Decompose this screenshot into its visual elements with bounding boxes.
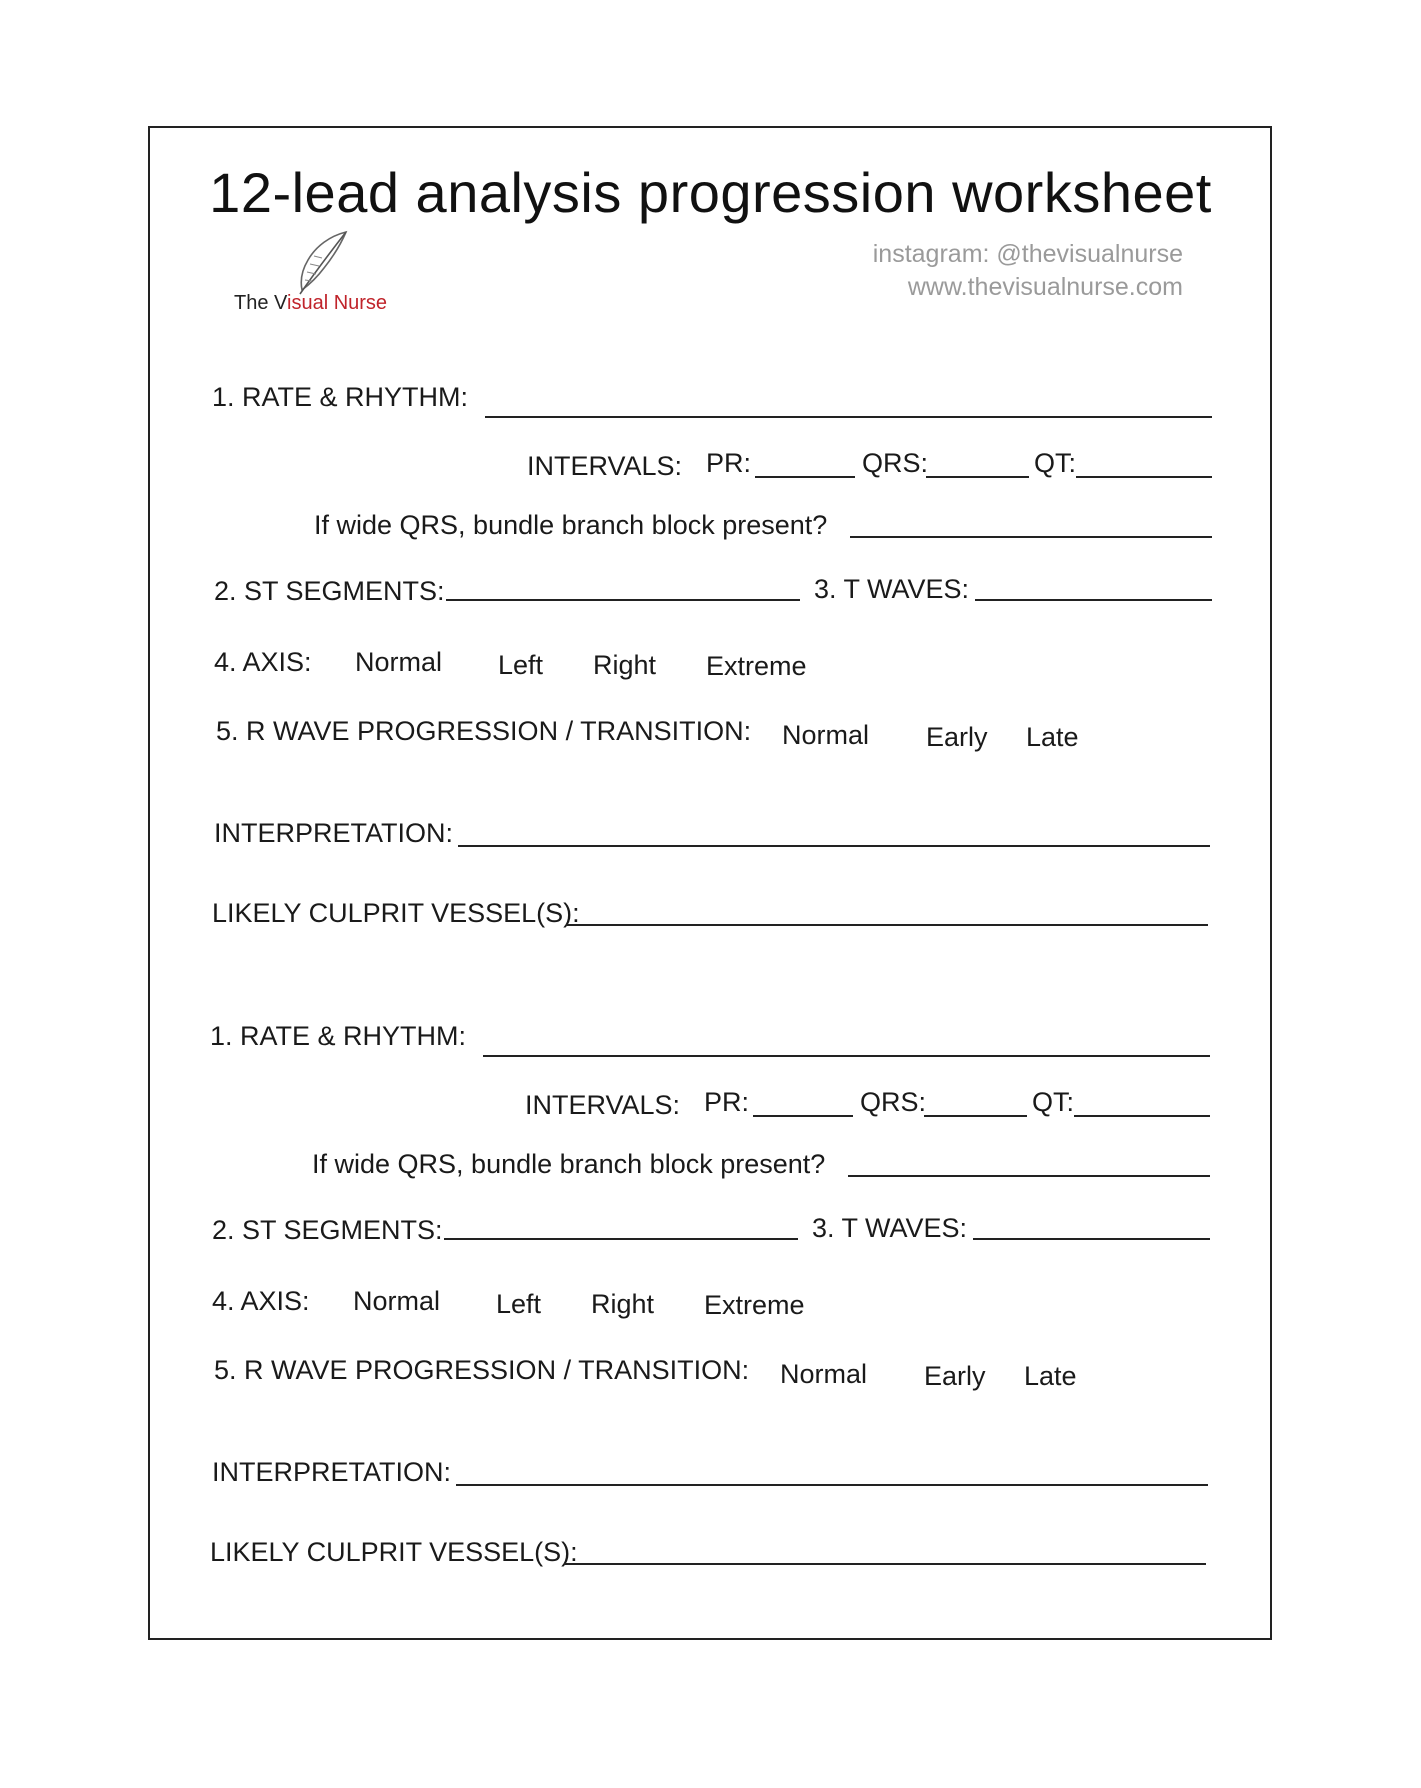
axis-option-extreme[interactable]: Extreme	[704, 1290, 805, 1320]
interpretation-field[interactable]	[458, 845, 1210, 847]
qt-label: QT:	[1034, 448, 1077, 478]
qrs-field[interactable]	[924, 1115, 1027, 1117]
page-title: 12-lead analysis progression worksheet	[209, 161, 1212, 224]
social-links	[873, 238, 1183, 304]
pr-field[interactable]	[755, 476, 855, 478]
intervals-label: INTERVALS:	[525, 1090, 681, 1120]
rate-rhythm-field[interactable]	[485, 416, 1212, 418]
t-waves-field[interactable]	[973, 1238, 1210, 1240]
axis-label: 4. AXIS:	[212, 1286, 310, 1316]
bbb-field[interactable]	[848, 1175, 1210, 1177]
r-wave-option-normal[interactable]: Normal	[780, 1359, 868, 1389]
intervals-label: INTERVALS:	[527, 451, 683, 481]
t-waves-field[interactable]	[975, 599, 1212, 601]
rate-rhythm-label: 1. RATE & RHYTHM:	[210, 1021, 467, 1051]
instagram-handle[interactable]: instagram: @thevisualnurse	[872, 240, 1183, 268]
worksheet-border	[148, 126, 1272, 1640]
axis-option-normal[interactable]: Normal	[353, 1286, 441, 1316]
r-wave-option-early[interactable]: Early	[924, 1361, 986, 1391]
r-wave-option-early[interactable]: Early	[926, 722, 988, 752]
st-segments-field[interactable]	[444, 1238, 798, 1240]
brand-logo	[234, 230, 404, 320]
axis-option-right[interactable]: Right	[591, 1289, 655, 1319]
pr-label: PR:	[706, 448, 752, 478]
qrs-label: QRS:	[862, 448, 929, 478]
interpretation-field[interactable]	[456, 1484, 1208, 1486]
feather-quill-icon	[280, 230, 352, 296]
st-segments-label: 2. ST SEGMENTS:	[212, 1215, 443, 1245]
qrs-label: QRS:	[860, 1087, 927, 1117]
qrs-field[interactable]	[926, 476, 1029, 478]
r-wave-label: 5. R WAVE PROGRESSION / TRANSITION:	[216, 716, 752, 746]
axis-option-normal[interactable]: Normal	[355, 647, 443, 677]
culprit-vessel-field[interactable]	[564, 1563, 1206, 1565]
rate-rhythm-field[interactable]	[483, 1055, 1210, 1057]
pr-field[interactable]	[753, 1115, 853, 1117]
r-wave-label: 5. R WAVE PROGRESSION / TRANSITION:	[214, 1355, 750, 1385]
t-waves-label: 3. T WAVES:	[814, 574, 970, 604]
qt-field[interactable]	[1074, 1115, 1210, 1117]
axis-option-left[interactable]: Left	[498, 650, 544, 680]
t-waves-label: 3. T WAVES:	[812, 1213, 968, 1243]
pr-label: PR:	[704, 1087, 750, 1117]
brand-logo-text: The Visual Nurse	[234, 292, 388, 314]
axis-label: 4. AXIS:	[214, 647, 312, 677]
qt-field[interactable]	[1076, 476, 1212, 478]
bbb-question-label: If wide QRS, bundle branch block present?	[312, 1149, 826, 1179]
bbb-field[interactable]	[850, 536, 1212, 538]
axis-option-left[interactable]: Left	[496, 1289, 542, 1319]
st-segments-field[interactable]	[446, 599, 800, 601]
rate-rhythm-label: 1. RATE & RHYTHM:	[212, 382, 469, 412]
culprit-vessel-label: LIKELY CULPRIT VESSEL(S):	[212, 898, 580, 928]
culprit-vessel-label: LIKELY CULPRIT VESSEL(S):	[210, 1537, 578, 1567]
axis-option-right[interactable]: Right	[593, 650, 657, 680]
axis-option-extreme[interactable]: Extreme	[706, 651, 807, 681]
interpretation-label: INTERPRETATION:	[212, 1457, 452, 1487]
r-wave-option-normal[interactable]: Normal	[782, 720, 870, 750]
bbb-question-label: If wide QRS, bundle branch block present?	[314, 510, 828, 540]
r-wave-option-late[interactable]: Late	[1024, 1361, 1077, 1391]
website-link[interactable]: www.thevisualnurse.com	[907, 273, 1183, 301]
r-wave-option-late[interactable]: Late	[1026, 722, 1079, 752]
culprit-vessel-field[interactable]	[566, 924, 1208, 926]
st-segments-label: 2. ST SEGMENTS:	[214, 576, 445, 606]
qt-label: QT:	[1032, 1087, 1075, 1117]
interpretation-label: INTERPRETATION:	[214, 818, 454, 848]
